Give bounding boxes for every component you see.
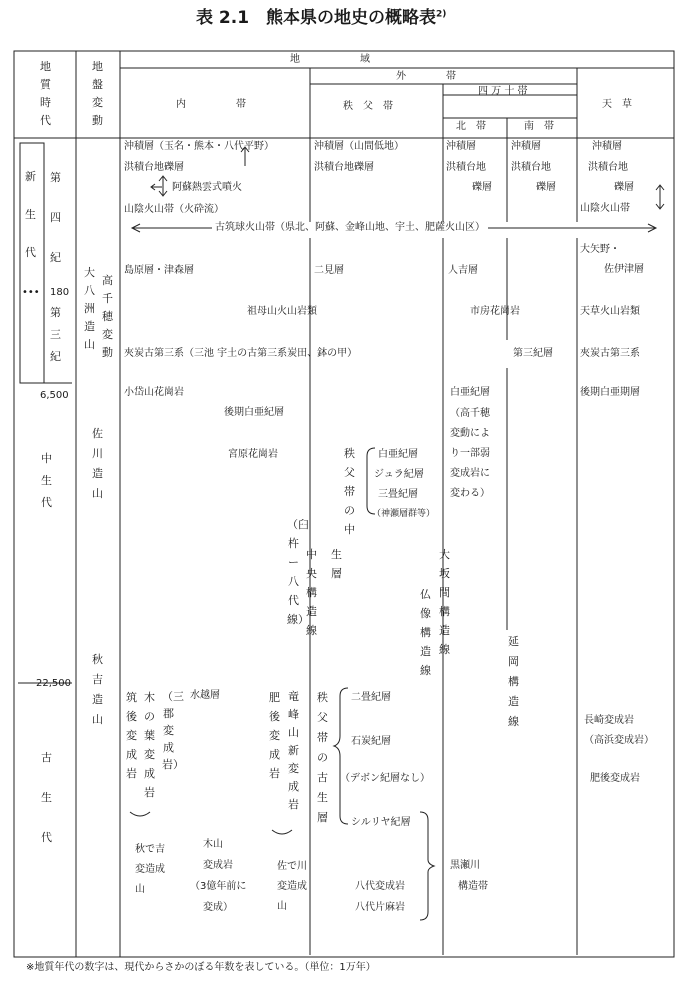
hitoyoshi-formation: 人吉層 [448,265,478,276]
age-6500: 6,500 [40,390,69,401]
title-superscript: 2) [436,9,447,20]
kurosegawa-label: 黒瀬川 [450,860,480,871]
tectonic-takachiho: 高千穂変動 [102,274,113,359]
south-tertiary: 第三紀層 [513,348,553,359]
cretaceous-formation: 白亜紀層 [378,449,418,460]
page-title: 表 2.1 熊本県の地史の概略表$^{2)}$ [196,8,447,28]
north-note-4: 変成岩に [450,468,490,479]
kiyama-label: 木山 [203,839,223,850]
inner-alluvium: 沖積層（玉名・熊本・八代平野） [124,141,274,152]
yatsushiro-gneiss: 八代片麻岩 [355,902,405,913]
yatsushiro-metamorphic: 八代変成岩 [355,881,405,892]
amakusa-alluvium: 沖積層 [592,141,622,152]
inner-diluvium: 洪積台地礫層 [124,162,184,173]
kaminose-group: （神瀬層群等） [372,509,436,519]
amakusa-gravel: 礫層 [614,182,634,193]
south-alluvium: 沖積層 [511,141,541,152]
sakawa-orogeny-metamorphic: 佐で川変造成山 [277,861,307,912]
ryuhozan-metamorphic: 竜峰山新変成岩 [288,690,299,811]
kiyama-age: （3億年前に [190,881,247,892]
carboniferous-formation: 石炭紀層 [351,736,391,747]
chichibu-mesozoic-tail: 生層 [331,548,342,580]
triassic-formation: 三畳紀層 [378,489,418,500]
amakusa-paleogene: 夾炭古第三系 [580,348,640,359]
silurian-formation: シルリヤ紀層 [351,817,411,828]
takahama-metamorphic: （高浜変成岩） [584,735,654,746]
north-cretaceous: 白亜紀層 [450,387,490,398]
north-note-2: 変動によ [450,428,490,439]
permian-formation: 二畳紀層 [351,692,391,703]
coal-paleogene: 夾炭古第三系（三池 宇土の古第三系炭田、鉢の甲） [124,348,358,359]
kurosegawa-tectonic-zone: 構造帯 [458,881,488,892]
tectonic-sakawa: 佐川造山 [92,427,103,500]
kochikushi-volcanic-belt: 古筑球火山帯（県北、阿蘇、金峰山地、宇土、肥薩火山区） [212,223,488,233]
higo-metamorphic-inner: 肥後変成岩 [269,691,280,780]
kinoha-metamorphic: 木の葉変成岩 [144,691,155,799]
age-22500: 22,500 [36,678,71,689]
osakama-tectonic-line: 大坂間構造線 [439,548,450,656]
north-note-3: り一部弱 [450,448,490,459]
shimabara-tsumori: 島原層・津森層 [124,265,194,276]
higo-metamorphic-amakusa: 肥後変成岩 [590,773,640,784]
kiyama-metamorphic: 変成岩 [203,860,233,871]
header-north-belt: 北 帯 [456,121,486,132]
no-devonian: （デボン紀層なし） [340,773,430,784]
header-amakusa: 天 草 [602,99,632,110]
amakusa-volcanics: 天草火山岩類 [580,306,640,317]
header-outer-zone: 外 帯 [396,71,456,82]
inner-aso-eruption: 阿蘇熱雲式噴火 [172,182,242,193]
amakusa-saitsu: 佐伊津層 [604,264,644,275]
header-south-belt: 南 帯 [524,121,554,132]
jurassic-formation: ジュラ紀層 [374,469,424,480]
mizukoshi-formation: 水越層 [190,690,220,701]
north-terrace: 洪積台地 [446,162,486,173]
chikugo-metamorphic: 筑後変成岩 [126,691,137,780]
age-paleozoic: 古生代 [41,751,52,844]
chichibu-paleozoic-label: 秩父帯の古生層 [317,691,328,824]
futami-formation: 二見層 [314,265,344,276]
chichibu-mesozoic-label: 秩父帯の中 [344,447,355,536]
south-gravel: 礫層 [536,182,556,193]
inner-sanin-volcanic: 山陰火山帯（火砕流） [124,204,224,215]
butsuzo-tectonic-line: 仏像構造線 [420,588,431,677]
footnote: ※地質年代の数字は、現代からさかのぼる年数を表している。（単位：1万年） [26,962,376,973]
header-chichibu: 秩 父 帯 [343,101,393,112]
header-tectonic: 地盤変動 [92,60,103,127]
ogatayama-granite: 小岱山花崗岩 [124,387,184,398]
header-geo-age: 地質時代 [40,60,51,127]
median-tectonic-line: 中央構造線 [306,548,317,637]
amakusa-oyano: 大矢野・ [580,244,620,255]
nobeoka-tectonic-line: 延岡構造線 [508,635,519,728]
sobo-volcanics: 祖母山火山岩類 [247,306,317,317]
sangun-metamorphic: （三郡変成岩） [162,690,184,771]
kiyama-metamorphosed: 変成） [203,902,233,913]
age-boundary-dots: ••• [22,287,40,298]
north-note-1: （高千穂 [450,408,490,419]
age-mesozoic: 中生代 [41,452,52,509]
usuki-yatsushiro-line: （臼杵ー八代線） [287,518,309,626]
nagasaki-metamorphic: 長崎変成岩 [584,715,634,726]
header-inner-zone: 内 帯 [176,99,246,110]
header-region: 地 域 [290,54,370,65]
chichibu-diluvium: 洪積台地礫層 [314,162,374,173]
age-tertiary: 第三紀 [50,306,61,363]
tectonic-akiyoshi: 秋吉造山 [92,653,103,726]
north-note-5: 変わる） [450,488,490,499]
chichibu-alluvium: 沖積層（山間低地） [314,141,404,152]
akiyoshi-orogeny-metamorphic: 秋で吉変造成山 [135,844,165,895]
amakusa-terrace: 洪積台地 [588,162,628,173]
amakusa-late-cretaceous: 後期白亜期層 [580,387,640,398]
age-cenozoic: 新生代 [25,170,36,259]
north-gravel: 礫層 [472,182,492,193]
late-cretaceous: 後期白亜紀層 [224,407,284,418]
south-terrace: 洪積台地 [511,162,551,173]
header-shimanto: 四 万 十 帯 [478,86,528,97]
amakusa-sanin: 山陰火山帯 [580,203,630,214]
ichifusa-granite: 市房花崗岩 [470,306,520,317]
miyahara-granite: 宮原花崗岩 [228,449,278,460]
age-180: 180 [50,287,70,298]
age-quaternary: 第四紀 [50,171,61,264]
tectonic-oyashima: 大八洲造山 [84,266,95,351]
north-alluvium: 沖積層 [446,141,476,152]
